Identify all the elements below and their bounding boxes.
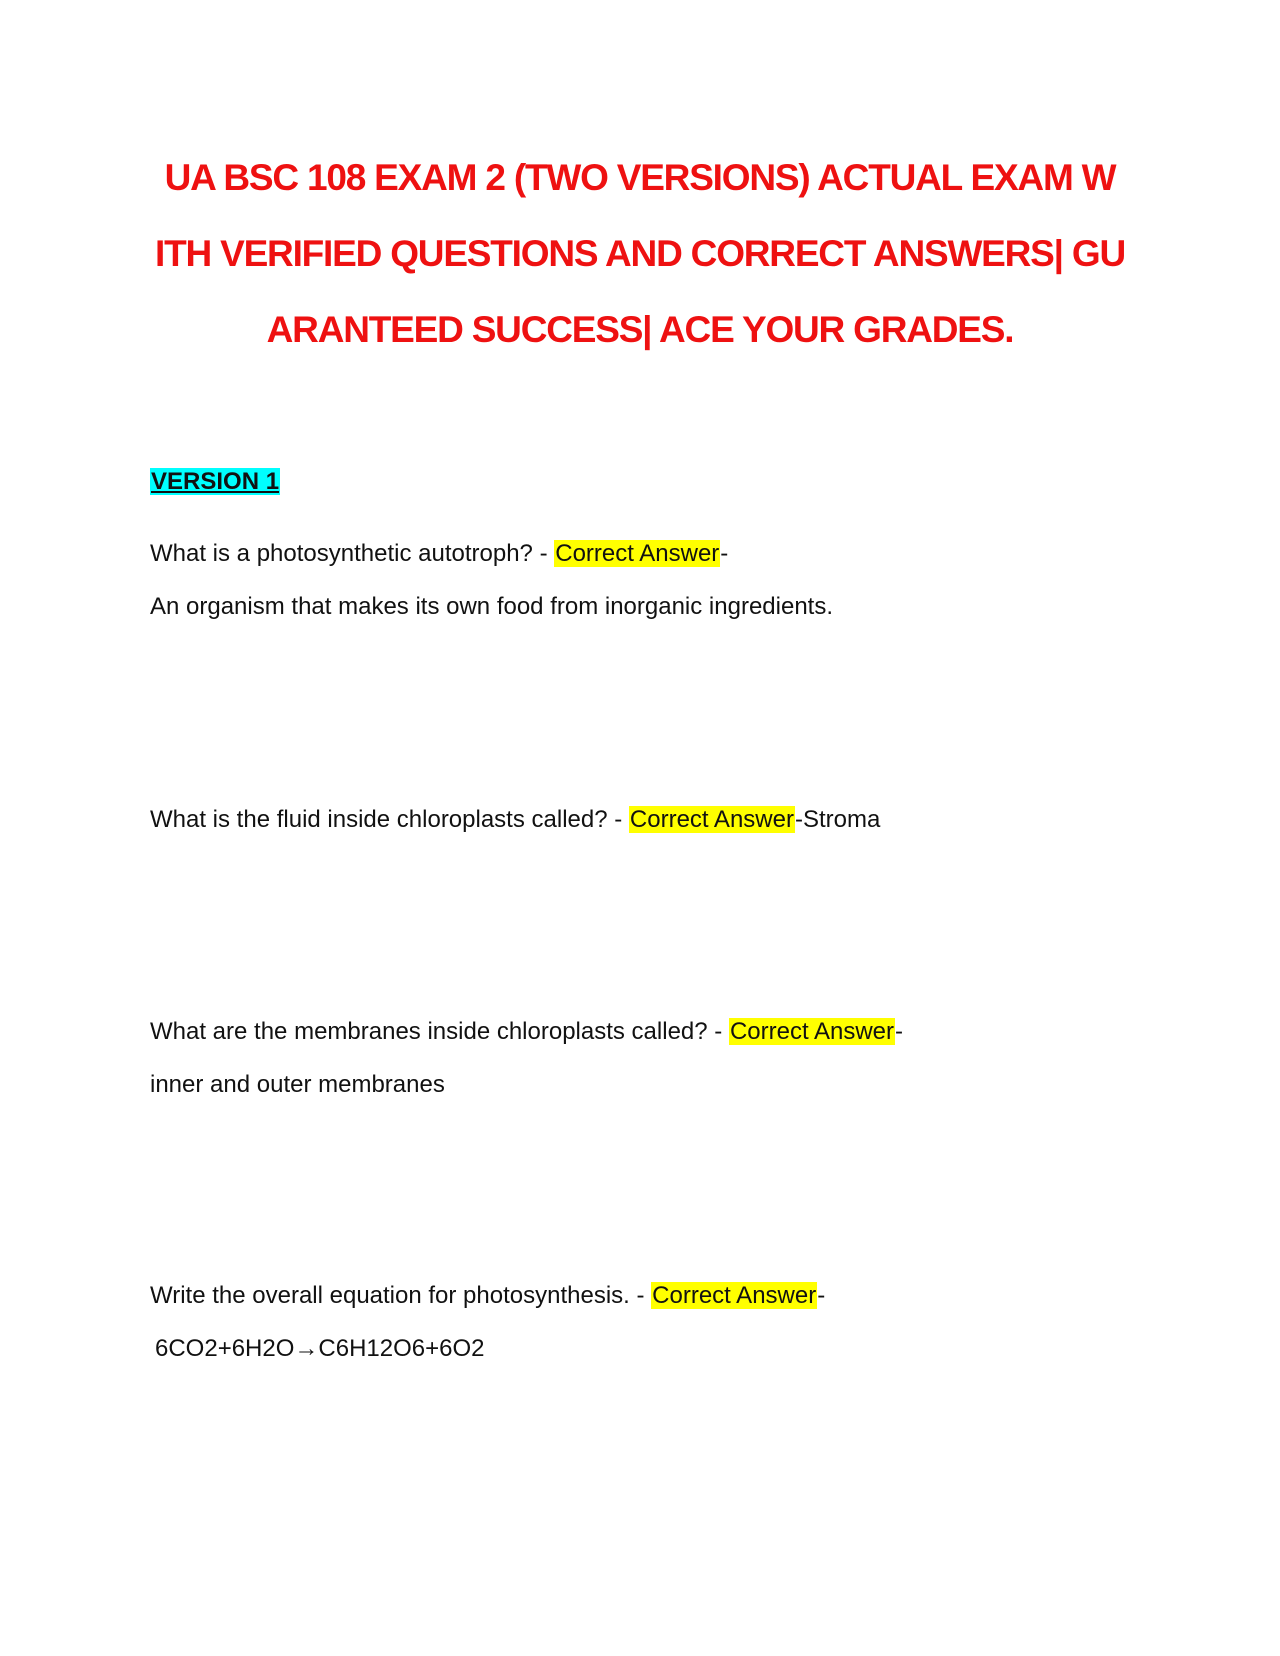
qa-item-2: [150, 804, 880, 857]
title-line-1: UA BSC 108 EXAM 2 (TWO VERSIONS) ACTUAL EXAM W: [164, 157, 1116, 198]
question-text: What is a photosynthetic autotroph? -: [150, 540, 555, 567]
question-text: What are the membranes inside chloroplasts called? -: [150, 1018, 729, 1045]
question-line: [150, 804, 880, 857]
answer-text: inner and outer membranes: [150, 1071, 445, 1098]
title-line-3: ARANTEED SUCCESS| ACE YOUR GRADES.: [266, 309, 1014, 350]
answer-inline: -: [895, 1018, 904, 1045]
title-line-2: ITH VERIFIED QUESTIONS AND CORRECT ANSWERS| GU: [155, 233, 1125, 274]
qa-item-3: [150, 1016, 903, 1122]
question-line: [150, 1280, 825, 1333]
answer-inline: -Stroma: [794, 806, 881, 833]
correct-answer-label: Correct Answer: [629, 806, 794, 833]
answer-text: An organism that makes its own food from inorganic ingredients.: [150, 593, 834, 620]
correct-answer-label: Correct Answer: [652, 1282, 817, 1309]
question-text: Write the overall equation for photosynthesis. -: [150, 1282, 652, 1309]
document-title: [150, 140, 1130, 368]
qa-item-4: [150, 1280, 825, 1386]
answer-inline: -: [817, 1282, 826, 1309]
question-text: What is the fluid inside chloroplasts called? -: [150, 806, 629, 833]
question-line: [150, 538, 833, 591]
version-label: VERSION 1: [151, 468, 280, 495]
question-line: [150, 1016, 903, 1069]
version-heading: [150, 466, 280, 498]
answer-inline: -: [720, 540, 729, 567]
correct-answer-label: Correct Answer: [555, 540, 720, 567]
answer-text: 6CO2+6H2O→C6H12O6+6O2: [155, 1335, 485, 1362]
correct-answer-label: Correct Answer: [729, 1018, 895, 1045]
qa-item-1: [150, 538, 833, 644]
